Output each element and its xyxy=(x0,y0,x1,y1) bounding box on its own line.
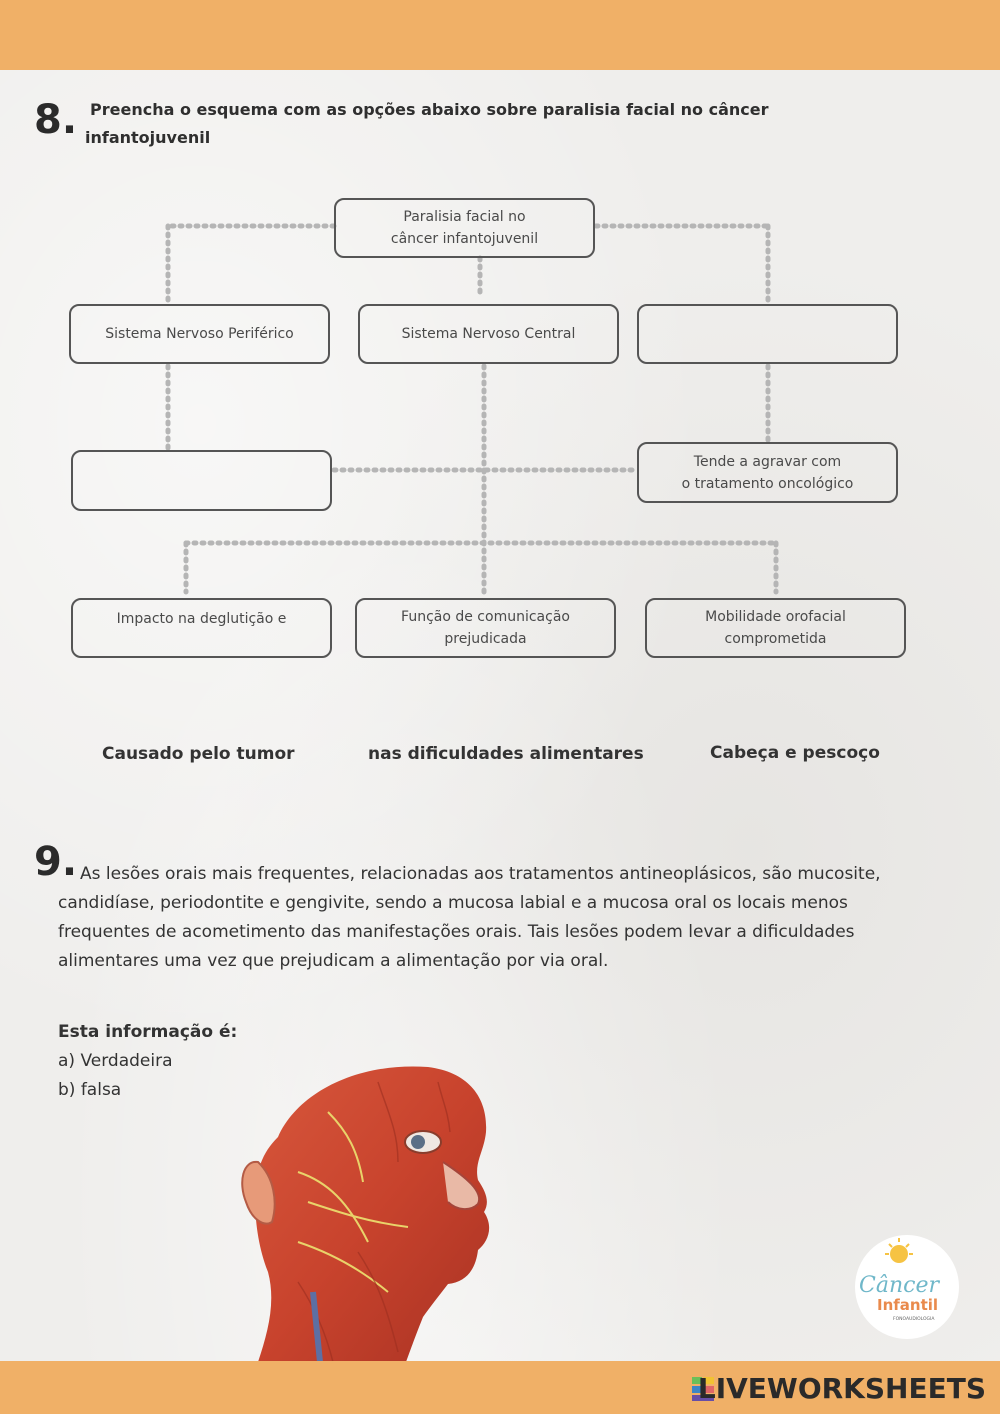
question-9-statement: As lesões orais mais frequentes, relacionadas aos tratamentos antineoplásicos, são mucosite, candidíase, periodontite e gengivite, sendo a mucosa labial e a mucosa oral os locais menos frequentes de acometimento das manifestações orais. Tais lesões podem levar a dificuldades alimentares uma vez que prejudicam a alimentação por via oral. xyxy=(58,864,881,971)
anatomy-head-illustration xyxy=(238,1052,518,1362)
cancer-infantil-logo xyxy=(847,1232,967,1342)
logo-line1: Câncer xyxy=(859,1273,939,1298)
sun-icon xyxy=(890,1245,908,1263)
answer-option-1[interactable]: Causado pelo tumor xyxy=(102,744,295,764)
diagram-blank-box-level2[interactable] xyxy=(71,450,332,511)
answer-option-2[interactable]: nas dificuldades alimentares xyxy=(368,744,644,764)
question-9-prompt: Esta informação é: xyxy=(58,1022,238,1042)
diagram-box-sistema-periferico: Sistema Nervoso Periférico xyxy=(69,304,330,364)
question-9-option-a[interactable]: a) Verdadeira xyxy=(58,1051,173,1071)
diagram-box-mobilidade-orofacial: Mobilidade orofacial comprometida xyxy=(645,598,906,658)
question-9-option-b[interactable]: b) falsa xyxy=(58,1080,122,1100)
diagram-blank-box-level1[interactable] xyxy=(637,304,898,364)
diagram-root-box: Paralisia facial no câncer infantojuvenil xyxy=(334,198,595,258)
logo-line2: Infantil xyxy=(877,1296,939,1314)
diagram-box-impacto-degluticao: Impacto na deglutição e xyxy=(71,598,332,658)
logo-tag: FONOAUDIOLOGIA xyxy=(893,1317,935,1322)
liveworksheets-brand: LIVEWORKSHEETS xyxy=(697,1372,986,1405)
answer-option-3[interactable]: Cabeça e pescoço xyxy=(710,743,880,763)
question-9-number: 9. xyxy=(34,839,78,885)
question-8-title-line2: infantojuvenil xyxy=(85,128,211,147)
diagram-box-funcao-comunicacao: Função de comunicação prejudicada xyxy=(355,598,616,658)
question-8-title-line1: Preencha o esquema com as opções abaixo sobre paralisia facial no câncer xyxy=(90,100,769,119)
diagram-box-tende-agravar: Tende a agravar com o tratamento oncológico xyxy=(637,442,898,503)
question-9-text xyxy=(58,860,898,976)
diagram-box-sistema-central: Sistema Nervoso Central xyxy=(358,304,619,364)
question-8-number: 8. xyxy=(34,97,78,143)
